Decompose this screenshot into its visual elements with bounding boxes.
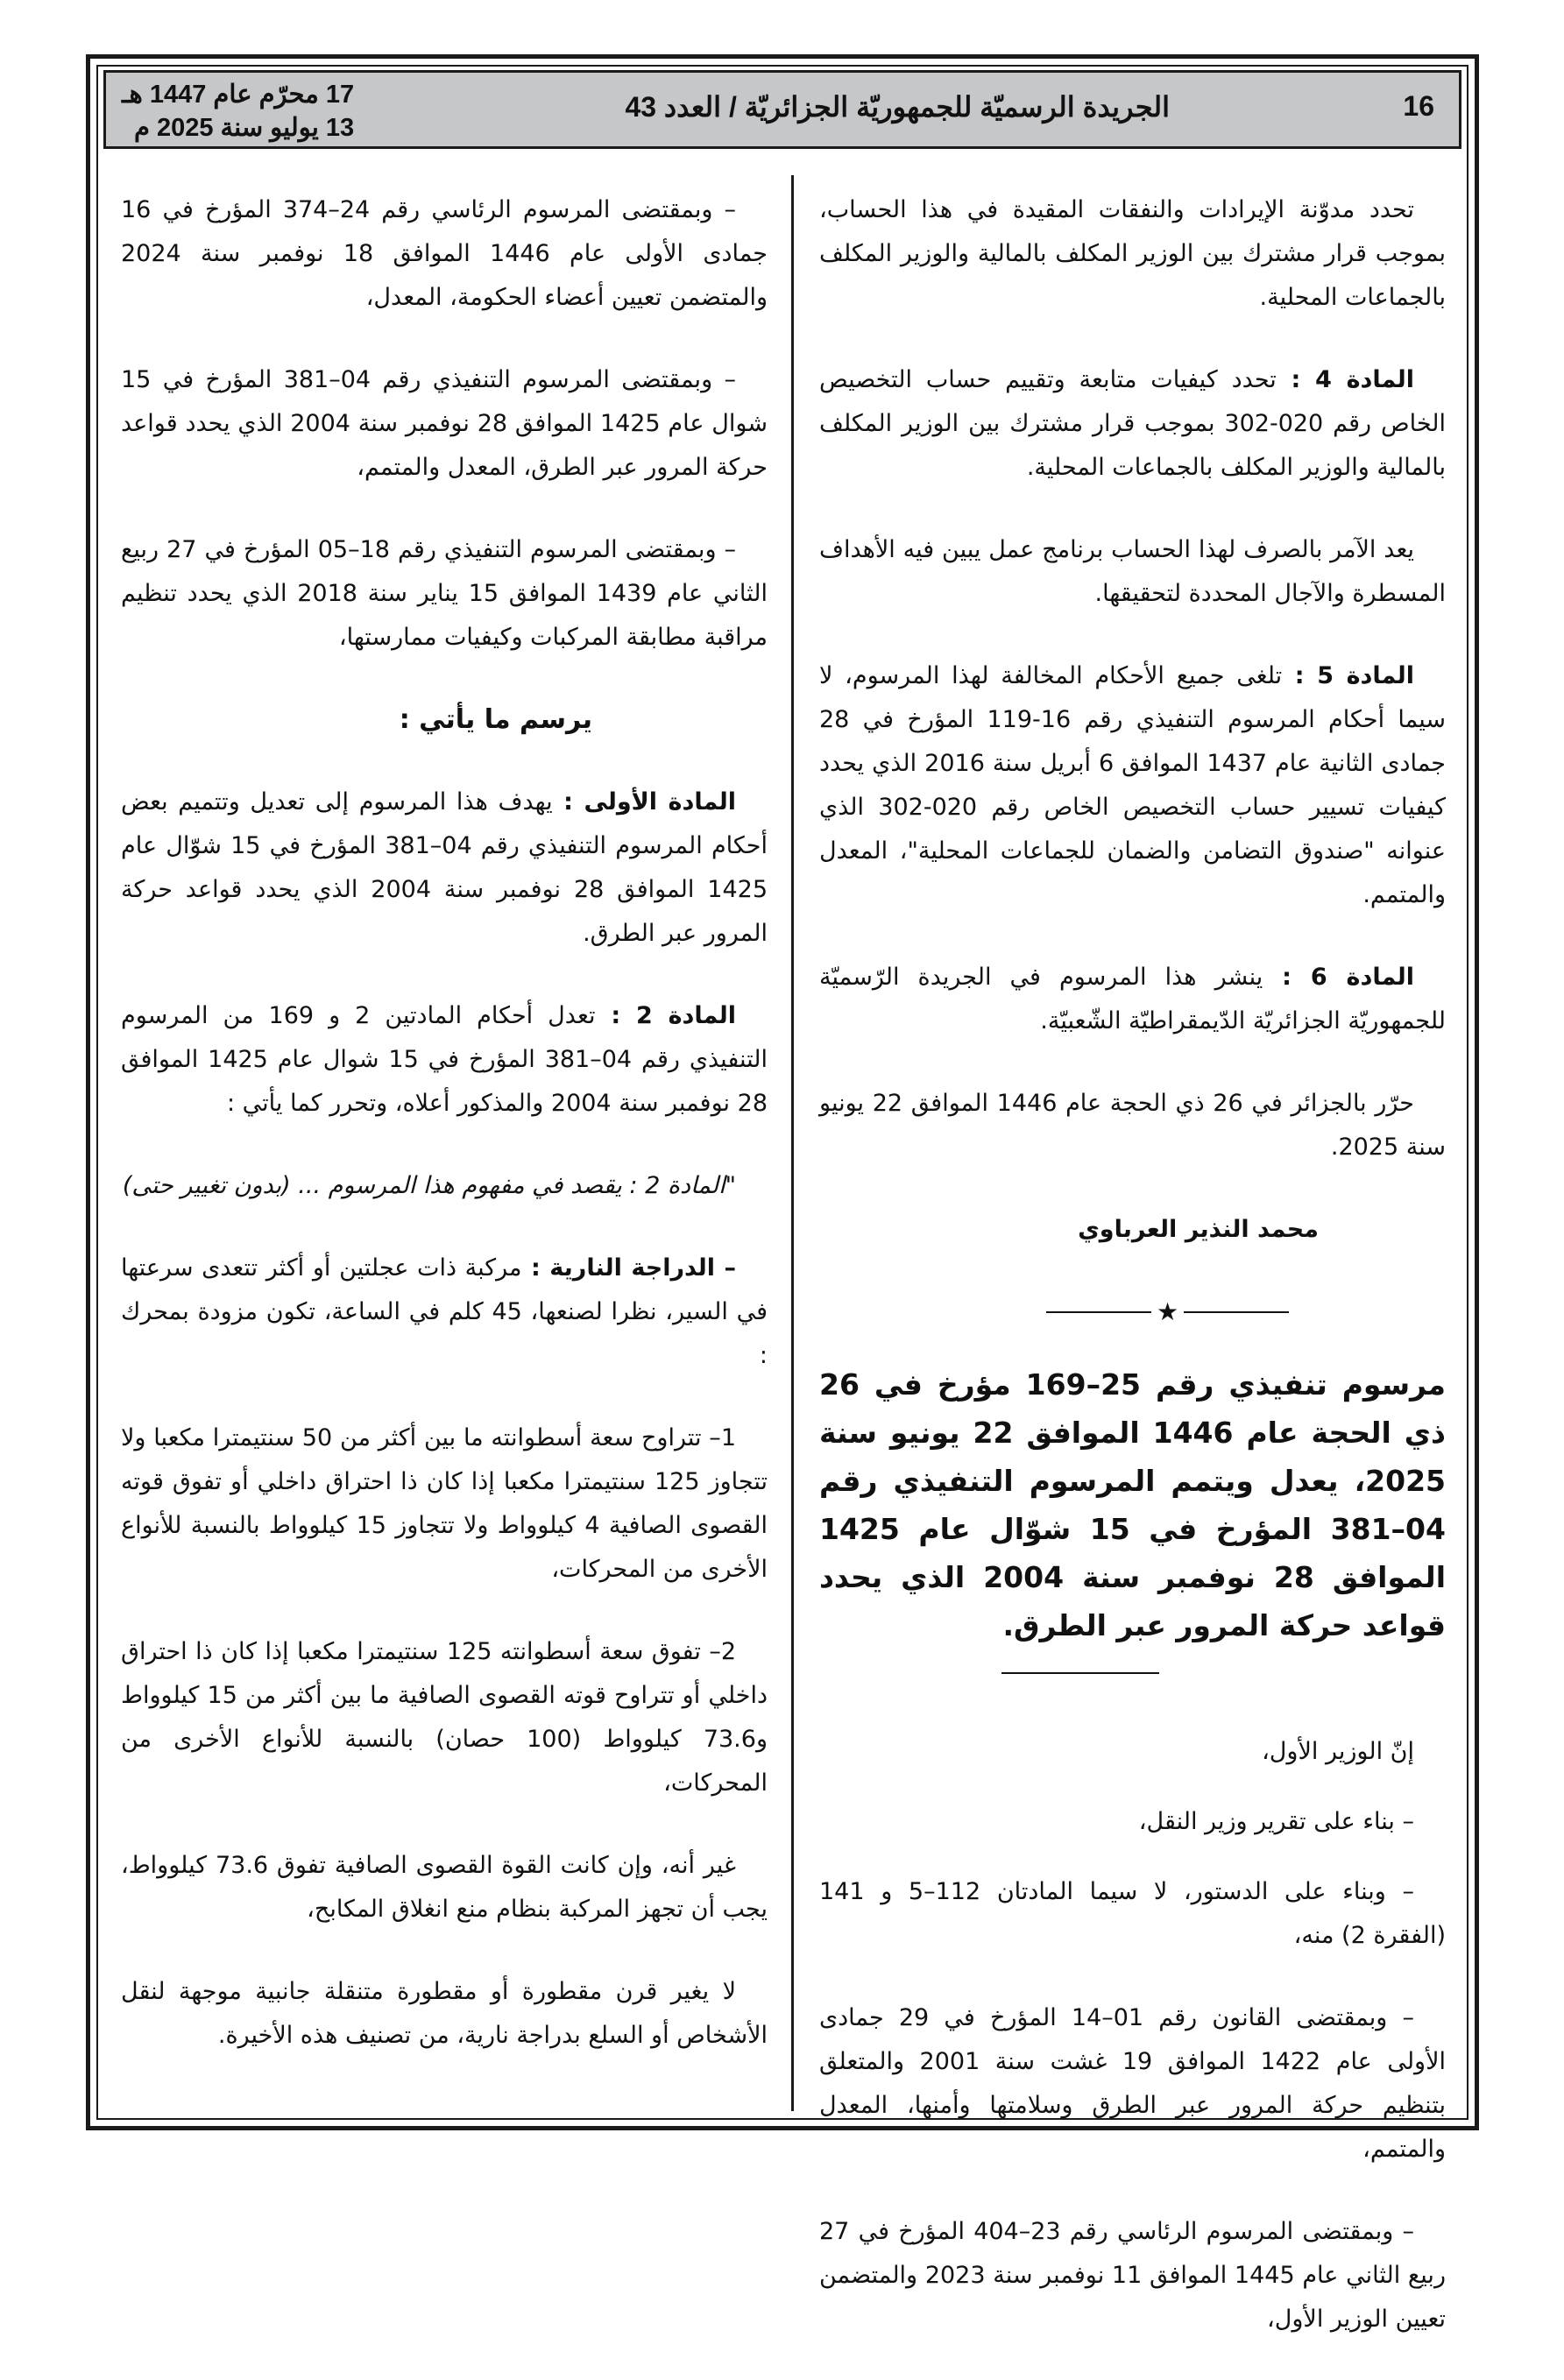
paragraph: [819, 358, 1446, 490]
article-paragraph: [121, 994, 768, 1126]
divider-line: [1184, 1311, 1289, 1313]
paragraph-text: تحدد كيفيات متابعة وتقييم حساب التخصيص الخاص رقم 020-302 بموجب قرار مشترك بين الوزير المكلف بالمالية والوزير المكلف بالجماعات المحلية.: [819, 366, 1446, 481]
paragraph-text: لا يغير قرن مقطورة أو مقطورة متنقلة جانبية موجهة لنقل الأشخاص أو السلع بدراجة نارية، من تصنيف هذه الأخيرة.: [121, 1978, 768, 2049]
preamble-clause: – وبمقتضى القانون رقم 01–14 المؤرخ في 29 جمادى الأولى عام 1422 الموافق 19 غشت سنة 2001 والمتعلق بتنظيم حركة المرور عبر الطرق وسلامتها وأمنها، المعدل والمتمم،: [819, 2004, 1446, 2163]
title-underline: [1001, 1672, 1159, 1674]
paragraph-text: يعد الآمر بالصرف لهذا الحساب برنامج عمل يبين فيه الأهداف المسطرة والآجال المحددة لتحقيقها.: [819, 536, 1446, 607]
preamble-clause: – وبمقتضى المرسوم الرئاسي رقم 24–374 المؤرخ في 16 جمادى الأولى عام 1446 الموافق 18 نوفمبر سنة 2024 والمتضمن تعيين أعضاء الحكومة، المعدل،: [121, 196, 768, 311]
divider-line: [1046, 1311, 1151, 1313]
paragraph-text: تعدل أحكام المادتين 2 و 169 من المرسوم التنفيذي رقم 04–381 المؤرخ في 15 شوال عام 1425 الموافق 28 نوفمبر سنة 2004 والمذكور أعلاه، وتحرر كما يأتي :: [121, 1002, 768, 1117]
article-label: المادة 2 :: [595, 1002, 736, 1029]
paragraph: [819, 188, 1446, 320]
paragraph-text: يهدف هذا المرسوم إلى تعديل وتتميم بعض أحكام المرسوم التنفيذي رقم 04–381 المؤرخ في 15 شوّال عام 1425 الموافق 28 نوفمبر سنة 2004 الذي يحدد قواعد حركة المرور عبر الطرق.: [121, 788, 768, 947]
paragraph-text: غير أنه، وإن كانت القوة القصوى الصافية تفوق 73.6 كيلوواط، يجب أن تجهز المركبة بنظام منع انغلاق المكابح،: [121, 1852, 768, 1923]
signature: محمد النذير العرباوي: [1078, 1216, 1319, 1243]
article-paragraph: [121, 1630, 768, 1805]
right-column: [819, 188, 1446, 2380]
star-divider: [819, 1290, 1446, 1334]
preamble-clause: – بناء على تقرير وزير النقل،: [1138, 1808, 1414, 1835]
paragraph-text: حرّر بالجزائر في 26 ذي الحجة عام 1446 الموافق 22 يونيو سنة 2025.: [819, 1090, 1446, 1161]
paragraph-text: 2– تفوق سعة أسطوانته 125 سنتيمترا مكعبا إذا كان ذا احتراق داخلي أو تتراوح قوته القصوى الصافية ما بين أكثر من 15 كيلوواط و73.6 كيلوواط (100 حصان) بالنسبة للأنواع الأخرى من المحركات،: [121, 1638, 768, 1797]
paragraph-text: 1– تتراوح سعة أسطوانته ما بين أكثر من 50 سنتيمترا مكعبا ولا تتجاوز 125 سنتيمترا مكعبا إذا كان ذا احتراق داخلي أو تفوق قوته القصوى الصافية 4 كيلوواط ولا تتجاوز 15 كيلوواط بالنسبة للأنواع الأخرى من المحركات،: [121, 1424, 768, 1583]
article-label: المادة 5 :: [1282, 662, 1414, 689]
column-divider: [791, 175, 794, 2111]
gregorian-date: 13 يوليو سنة 2025 م: [133, 114, 355, 142]
article-paragraph: [121, 1970, 768, 2058]
star-icon: ★: [1156, 1297, 1179, 1326]
article-paragraph: [121, 780, 768, 956]
article-label: المادة الأولى :: [552, 788, 736, 816]
paragraph: [819, 956, 1446, 1043]
article-label: المادة 4 :: [1276, 366, 1415, 393]
paragraph-text: "المادة 2 : يقصد في مفهوم هذا المرسوم ... (بدون تغيير حتى): [122, 1172, 736, 1199]
decrees-heading: يرسم ما يأتي :: [399, 704, 592, 735]
paragraph: [819, 1082, 1446, 1169]
paragraph-text: تلغى جميع الأحكام المخالفة لهذا المرسوم، لا سيما أحكام المرسوم التنفيذي رقم 16-119 المؤرخ في 28 جمادى الثانية عام 1437 الموافق 6 أبريل سنة 2016 الذي يحدد كيفيات تسيير حساب التخصيص الخاص رقم 020-302 الذي عنوانه "صندوق التضامن والضمان للجماعات المحلية"، المعدل والمتمم.: [819, 662, 1446, 908]
article-paragraph: [121, 1416, 768, 1592]
page-number: 16: [1403, 90, 1434, 122]
preamble-clause: – وبمقتضى المرسوم التنفيذي رقم 18–05 المؤرخ في 27 ربيع الثاني عام 1439 الموافق 15 يناير سنة 2018 الذي يحدد تنظيم مراقبة مطابقة المركبات وكيفيات ممارستها،: [121, 536, 768, 651]
paragraph-text: تحدد مدوّنة الإيرادات والنفقات المقيدة في هذا الحساب، بموجب قرار مشترك بين الوزير المكلف بالمالية والوزير المكلف بالجماعات المحلية.: [819, 196, 1446, 311]
article-paragraph: [121, 1844, 768, 1932]
preamble-clause: – وبمقتضى المرسوم التنفيذي رقم 04–381 المؤرخ في 15 شوال عام 1425 الموافق 28 نوفمبر سنة 2004 الذي يحدد قواعد حركة المرور عبر الطرق، المعدل والمتمم،: [121, 366, 768, 481]
preamble-clause: إنّ الوزير الأول،: [1262, 1738, 1414, 1765]
paragraph-text: مركبة ذات عجلتين أو أكثر تتعدى سرعتها في السير، نظرا لصنعها، 45 كلم في الساعة، تكون مزودة بمحرك :: [121, 1254, 768, 1369]
paragraph: [819, 654, 1446, 917]
page-header: [103, 70, 1461, 149]
article-label: المادة 6 :: [1263, 964, 1414, 991]
preamble-clause: – وبمقتضى المرسوم الرئاسي رقم 23–404 المؤرخ في 27 ربيع الثاني عام 1445 الموافق 11 نوفمبر سنة 2023 والمتضمن تعيين الوزير الأول،: [819, 2218, 1446, 2333]
left-column: [121, 188, 768, 2096]
hijri-date: 17 محرّم عام 1447 هـ: [122, 81, 355, 109]
paragraph-text: ينشر هذا المرسوم في الجريدة الرّسميّة للجمهوريّة الجزائريّة الدّيمقراطيّة الشّعبيّة.: [819, 964, 1446, 1035]
article-paragraph: [121, 1246, 768, 1378]
article-label: – الدراجة النارية :: [521, 1254, 736, 1282]
article-paragraph: [121, 1164, 768, 1208]
paragraph: [819, 528, 1446, 616]
journal-title: الجريدة الرسميّة للجمهوريّة الجزائريّة / العدد 43: [625, 91, 1170, 123]
issue-date: [122, 78, 354, 145]
preamble-clause: – وبناء على الدستور، لا سيما المادتان 112–5 و 141 (الفقرة 2) منه،: [819, 1878, 1446, 1949]
decree-title: مرسوم تنفيذي رقم 25–169 مؤرخ في 26 ذي الحجة عام 1446 الموافق 22 يونيو سنة 2025، يعدل ويتمم المرسوم التنفيذي رقم 04–381 المؤرخ في 15 شوّال عام 1425 الموافق 28 نوفمبر سنة 2004 الذي يحدد قواعد حركة المرور عبر الطرق.: [819, 1367, 1447, 1642]
